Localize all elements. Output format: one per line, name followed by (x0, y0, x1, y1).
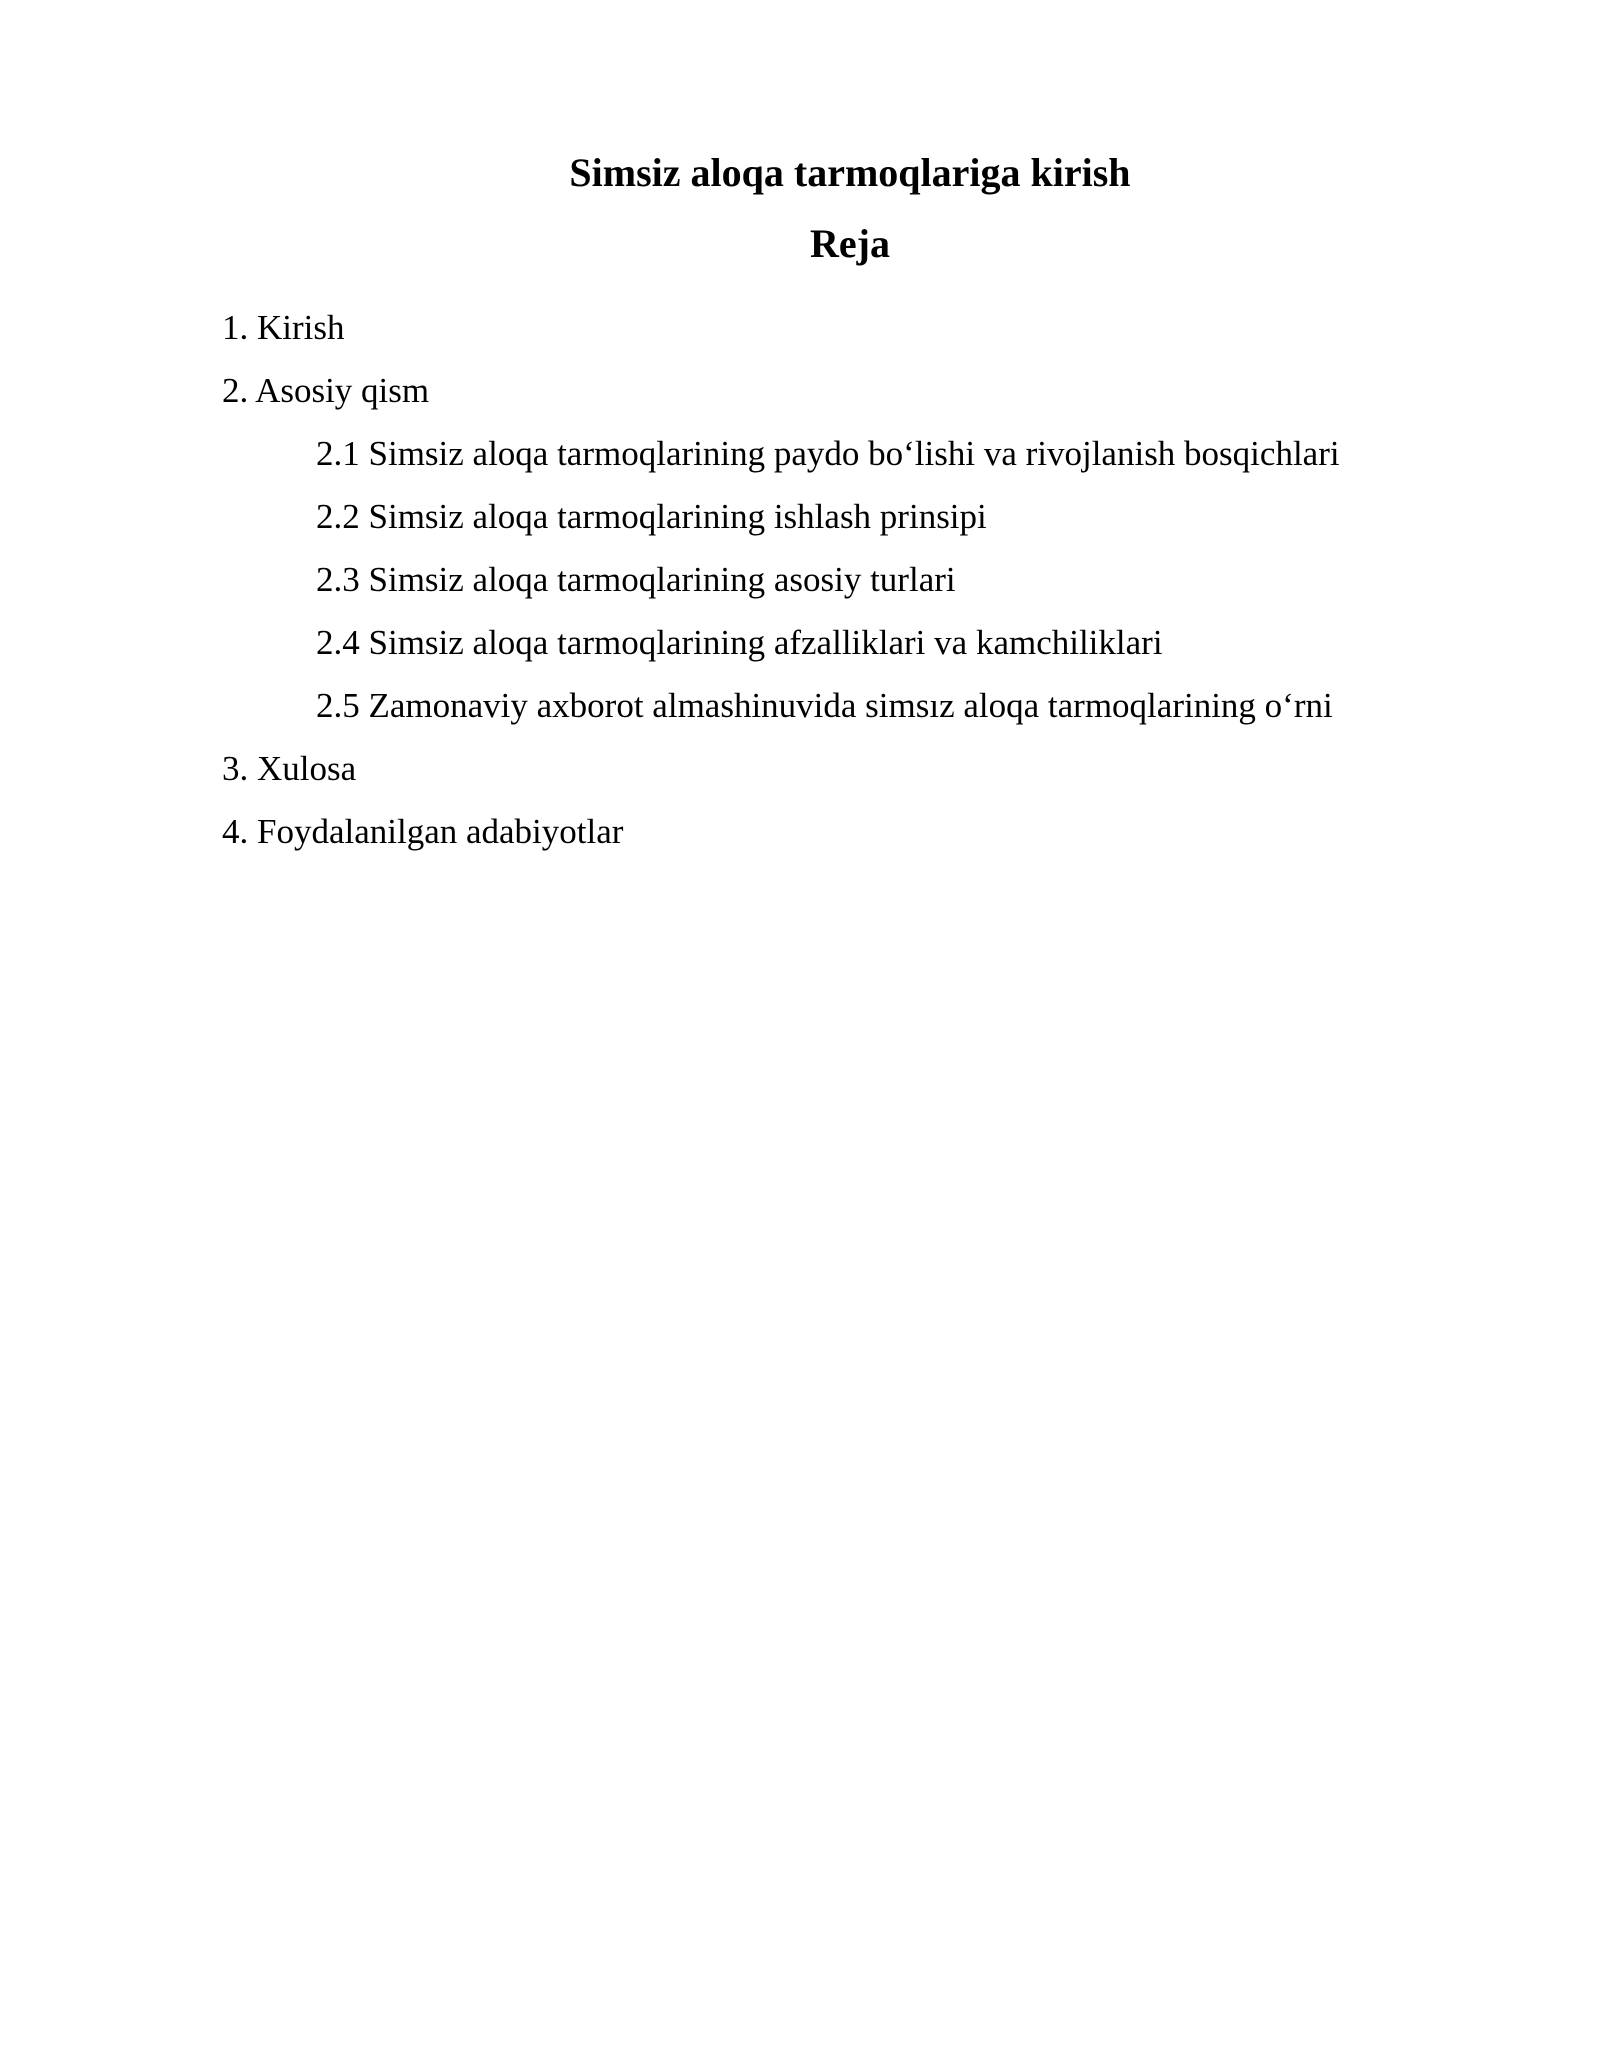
plan-subitem-2-2: 2.2 Simsiz aloqa tarmoqlarining ishlash prinsipi (316, 497, 987, 536)
plan-item-asosiy-qism: 2. Asosiy qism (222, 371, 430, 410)
plan-list (222, 296, 1340, 863)
document-title: Simsiz aloqa tarmoqlariga kirish (569, 150, 1131, 195)
plan-subitem-2-1: 2.1 Simsiz aloqa tarmoqlarining paydo bo‘lishi va rivojlanish bosqichlari (316, 434, 1340, 473)
plan-subitem-2-3: 2.3 Simsiz aloqa tarmoqlarining asosiy turlari (316, 560, 956, 599)
plan-subitem-2-5: 2.5 Zamonaviy axborot almashinuvida simsız aloqa tarmoqlarining o‘rni (316, 686, 1333, 725)
plan-item-xulosa: 3. Xulosa (222, 749, 357, 788)
plan-subitem-2-4: 2.4 Simsiz aloqa tarmoqlarining afzalliklari va kamchiliklari (316, 623, 1163, 662)
plan-item-kirish: 1. Kirish (222, 308, 345, 347)
plan-item-adabiyotlar: 4. Foydalanilgan adabiyotlar (222, 812, 624, 851)
plan-heading: Reja (810, 221, 890, 266)
